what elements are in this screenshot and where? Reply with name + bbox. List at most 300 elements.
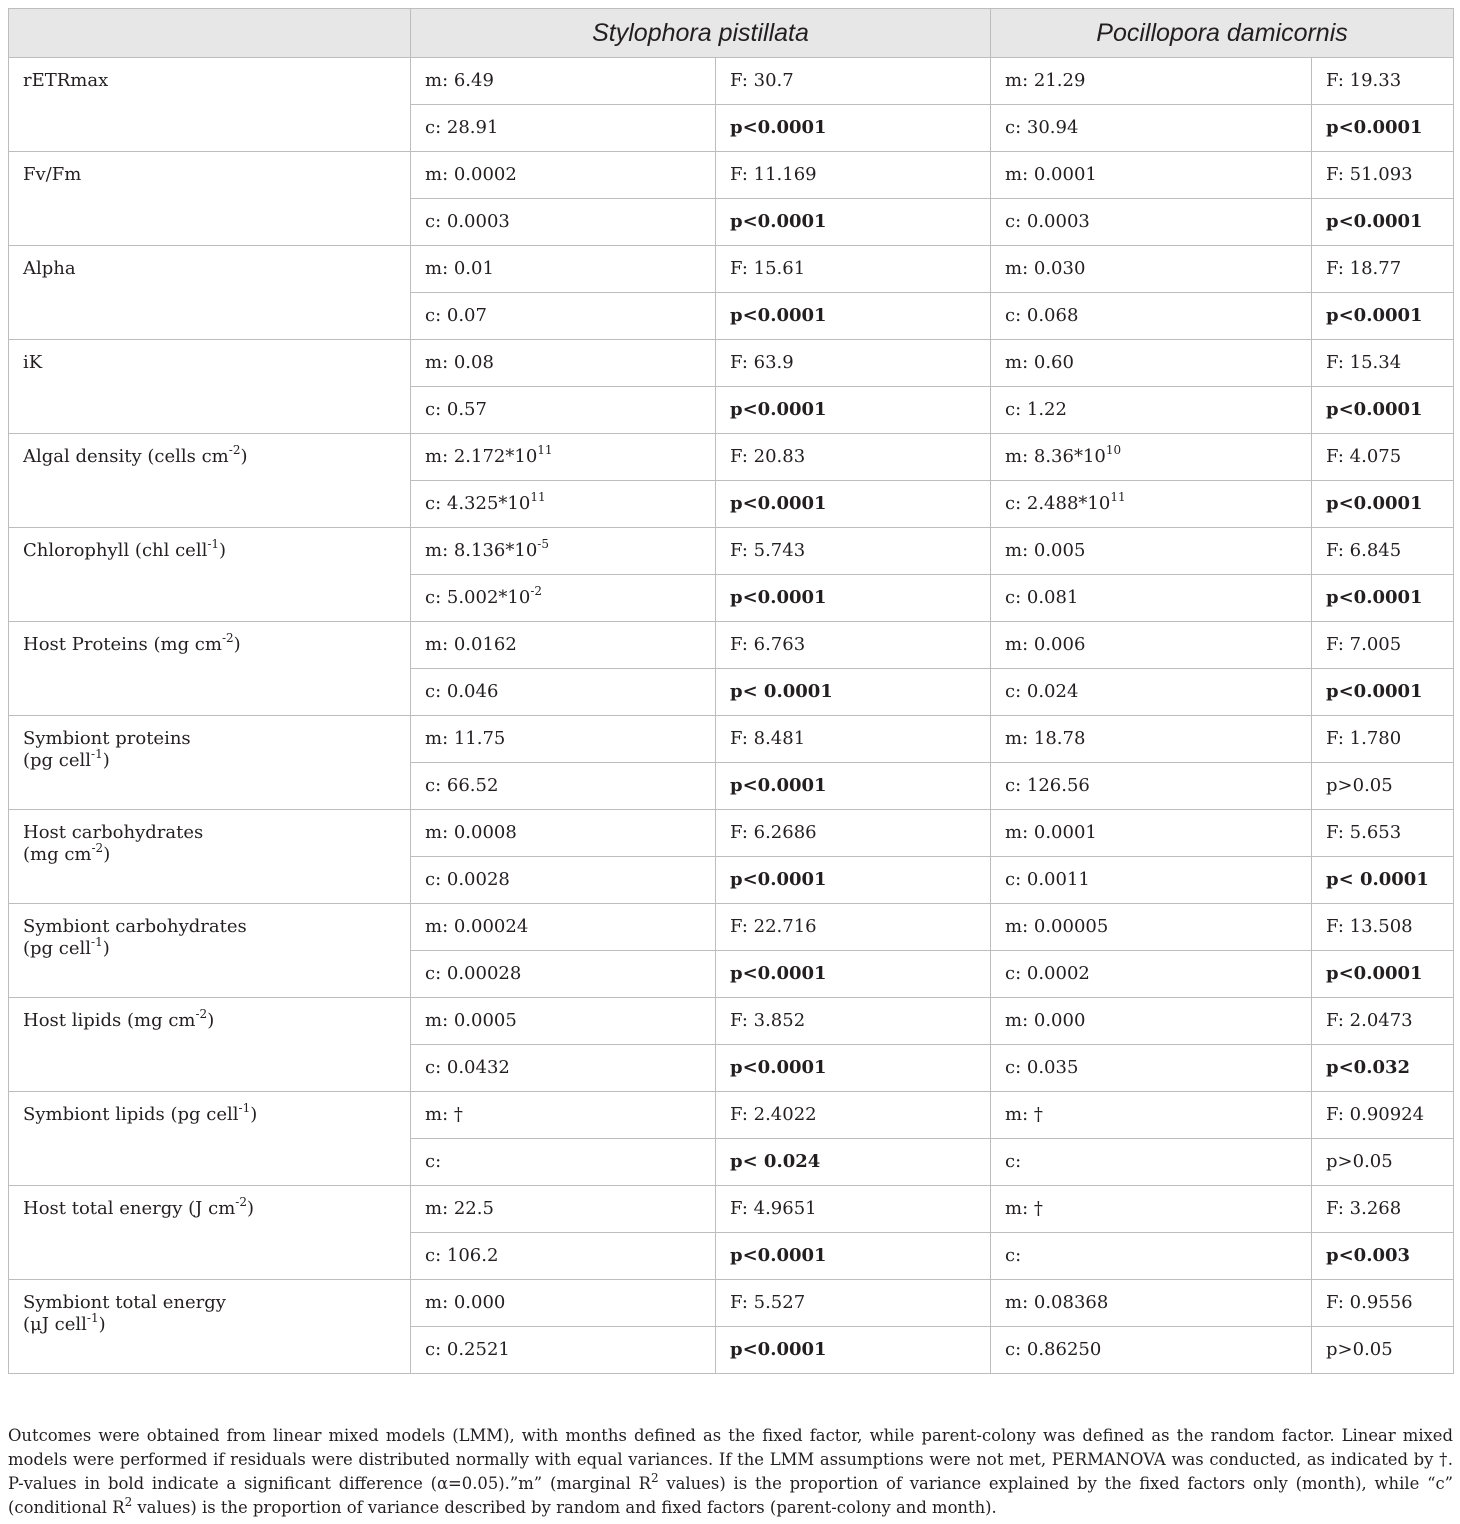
species1-marginal-cell bbox=[411, 58, 716, 105]
species1-f-cell bbox=[716, 1092, 991, 1139]
species1-f-cell-text: F: 6.2686 bbox=[730, 822, 817, 843]
variable-label bbox=[9, 434, 411, 528]
species1-f-cell-text: F: 15.61 bbox=[730, 258, 806, 279]
species2-marginal-cell-text: m: † bbox=[1005, 1198, 1043, 1219]
species1-marginal-cell-text: m: 0.0008 bbox=[425, 822, 517, 843]
species2-conditional-cell-text: c: 0.081 bbox=[1005, 587, 1079, 608]
variable-label-line2-sup: -1 bbox=[86, 1311, 99, 1325]
variable-label-text: Symbiont total energy bbox=[23, 1292, 226, 1313]
variable-label bbox=[9, 1186, 411, 1280]
species2-f-cell bbox=[1312, 1092, 1454, 1139]
species1-f-cell bbox=[716, 998, 991, 1045]
species2-f-cell-text: F: 51.093 bbox=[1326, 164, 1413, 185]
species2-conditional-cell bbox=[991, 1233, 1312, 1280]
variable-label-line2-suffix: ) bbox=[102, 938, 110, 959]
species1-f-cell bbox=[716, 716, 991, 763]
species2-marginal-cell bbox=[991, 58, 1312, 105]
species2-p-cell-text: p< 0.0001 bbox=[1326, 869, 1429, 890]
table-row-m bbox=[9, 1280, 1454, 1327]
species1-p-cell bbox=[716, 857, 991, 904]
species2-p-cell-text: p>0.05 bbox=[1326, 1339, 1393, 1360]
species2-p-cell-text: p<0.0001 bbox=[1326, 399, 1423, 420]
variable-label-line2-sup: -1 bbox=[91, 935, 103, 949]
species2-marginal-cell bbox=[991, 904, 1312, 951]
species2-conditional-cell bbox=[991, 763, 1312, 810]
variable-label-line2-sup: -1 bbox=[91, 747, 103, 761]
variable-label bbox=[9, 810, 411, 904]
species2-marginal-cell-text: m: 0.08368 bbox=[1005, 1292, 1109, 1313]
species2-p-cell bbox=[1312, 481, 1454, 528]
species1-marginal-cell bbox=[411, 1186, 716, 1233]
species1-marginal-cell bbox=[411, 1092, 716, 1139]
species2-marginal-cell bbox=[991, 528, 1312, 575]
species1-p-cell bbox=[716, 1233, 991, 1280]
species1-conditional-cell-text: c: 0.2521 bbox=[425, 1339, 510, 1360]
species1-marginal-cell-text: m: 2.172*10 bbox=[425, 446, 538, 467]
variable-label-text: Chlorophyll (chl cell bbox=[23, 540, 208, 561]
species1-f-cell bbox=[716, 152, 991, 199]
variable-label bbox=[9, 340, 411, 434]
species1-marginal-cell-text: m: 0.08 bbox=[425, 352, 494, 373]
variable-label-suffix: ) bbox=[240, 446, 248, 467]
species2-marginal-cell-text: m: 0.00005 bbox=[1005, 916, 1109, 937]
table-row-m bbox=[9, 998, 1454, 1045]
species2-conditional-cell bbox=[991, 1327, 1312, 1374]
species2-f-cell-text: F: 3.268 bbox=[1326, 1198, 1402, 1219]
species2-f-cell bbox=[1312, 1280, 1454, 1327]
variable-label-text: Symbiont carbohydrates bbox=[23, 916, 247, 937]
species2-marginal-cell-text: m: 0.005 bbox=[1005, 540, 1086, 561]
species2-conditional-cell bbox=[991, 1139, 1312, 1186]
species1-p-cell bbox=[716, 1139, 991, 1186]
species1-conditional-cell-text: c: 0.0028 bbox=[425, 869, 510, 890]
species1-f-cell-text: F: 11.169 bbox=[730, 164, 817, 185]
species1-marginal-cell bbox=[411, 622, 716, 669]
species2-p-cell bbox=[1312, 669, 1454, 716]
species2-p-cell bbox=[1312, 199, 1454, 246]
variable-label-sup: -2 bbox=[228, 443, 241, 457]
species1-p-cell-text: p<0.0001 bbox=[730, 587, 827, 608]
species1-conditional-cell bbox=[411, 1233, 716, 1280]
variable-label-line2: (μJ cell bbox=[23, 1314, 87, 1335]
species2-p-cell bbox=[1312, 1045, 1454, 1092]
species2-conditional-cell bbox=[991, 669, 1312, 716]
species1-conditional-cell bbox=[411, 293, 716, 340]
species2-f-cell-text: F: 13.508 bbox=[1326, 916, 1413, 937]
species2-f-cell bbox=[1312, 622, 1454, 669]
species2-marginal-cell bbox=[991, 1092, 1312, 1139]
species2-conditional-cell bbox=[991, 575, 1312, 622]
species1-p-cell bbox=[716, 1045, 991, 1092]
variable-label-text: Alpha bbox=[23, 258, 76, 279]
species1-conditional-cell bbox=[411, 1327, 716, 1374]
species2-marginal-cell bbox=[991, 340, 1312, 387]
variable-label bbox=[9, 716, 411, 810]
species1-marginal-cell-text: m: 22.5 bbox=[425, 1198, 494, 1219]
species1-conditional-cell bbox=[411, 857, 716, 904]
species1-marginal-cell-text: m: 11.75 bbox=[425, 728, 506, 749]
results-table bbox=[8, 8, 1454, 1374]
species2-f-cell bbox=[1312, 904, 1454, 951]
species2-conditional-cell bbox=[991, 1045, 1312, 1092]
species2-f-cell-text: F: 1.780 bbox=[1326, 728, 1402, 749]
species1-conditional-cell-text: c: bbox=[425, 1151, 442, 1172]
species2-p-cell bbox=[1312, 105, 1454, 152]
table-row-m bbox=[9, 810, 1454, 857]
species2-p-cell-text: p<0.003 bbox=[1326, 1245, 1411, 1266]
species1-conditional-cell bbox=[411, 387, 716, 434]
variable-label-line2-sup: -2 bbox=[91, 841, 104, 855]
variable-label-suffix: ) bbox=[233, 634, 241, 655]
species1-marginal-cell-text: m: 0.0005 bbox=[425, 1010, 517, 1031]
header-species-2: Pocillopora damicornis bbox=[991, 9, 1454, 58]
species1-marginal-cell bbox=[411, 810, 716, 857]
species2-f-cell-text: F: 4.075 bbox=[1326, 446, 1402, 467]
species1-conditional-cell-text: c: 0.046 bbox=[425, 681, 499, 702]
species1-p-cell bbox=[716, 575, 991, 622]
variable-label-text: Fv/Fm bbox=[23, 164, 82, 185]
species2-f-cell bbox=[1312, 246, 1454, 293]
header-empty-cell bbox=[9, 9, 411, 58]
species2-p-cell bbox=[1312, 293, 1454, 340]
species2-p-cell-text: p<0.0001 bbox=[1326, 681, 1423, 702]
species1-marginal-cell bbox=[411, 904, 716, 951]
species2-marginal-cell bbox=[991, 716, 1312, 763]
species1-f-cell bbox=[716, 1186, 991, 1233]
species2-marginal-cell-text: m: 21.29 bbox=[1005, 70, 1086, 91]
species1-p-cell-text: p<0.0001 bbox=[730, 1245, 827, 1266]
species1-f-cell-text: F: 2.4022 bbox=[730, 1104, 817, 1125]
species1-marginal-cell bbox=[411, 152, 716, 199]
species1-conditional-cell bbox=[411, 575, 716, 622]
species2-f-cell-text: F: 15.34 bbox=[1326, 352, 1402, 373]
species2-conditional-cell bbox=[991, 293, 1312, 340]
species2-marginal-cell-text: m: 0.0001 bbox=[1005, 822, 1097, 843]
variable-label-text: rETRmax bbox=[23, 70, 109, 91]
species2-marginal-cell-text: m: 0.0001 bbox=[1005, 164, 1097, 185]
species2-marginal-cell-text: m: 0.000 bbox=[1005, 1010, 1086, 1031]
species1-p-cell bbox=[716, 1327, 991, 1374]
footnote-part-2: values) is the proportion of variance explained by the fixed factors only (month), while “c” (conditional R bbox=[8, 1474, 1454, 1517]
variable-label-sup: -2 bbox=[195, 1007, 208, 1021]
species1-conditional-cell-text: c: 106.2 bbox=[425, 1245, 499, 1266]
species2-conditional-cell bbox=[991, 481, 1312, 528]
species2-marginal-cell bbox=[991, 998, 1312, 1045]
species2-f-cell-text: F: 19.33 bbox=[1326, 70, 1402, 91]
species1-marginal-cell-text: m: 6.49 bbox=[425, 70, 494, 91]
species1-f-cell-text: F: 5.527 bbox=[730, 1292, 806, 1313]
species2-conditional-cell-sup: 11 bbox=[1110, 490, 1126, 504]
species2-f-cell bbox=[1312, 810, 1454, 857]
species2-f-cell-text: F: 0.9556 bbox=[1326, 1292, 1413, 1313]
variable-label-line2-suffix: ) bbox=[102, 750, 110, 771]
species2-marginal-cell bbox=[991, 810, 1312, 857]
species2-marginal-cell-text: m: 18.78 bbox=[1005, 728, 1086, 749]
species1-f-cell-text: F: 22.716 bbox=[730, 916, 817, 937]
table-row-m bbox=[9, 1186, 1454, 1233]
species1-f-cell-text: F: 5.743 bbox=[730, 540, 806, 561]
species1-f-cell bbox=[716, 340, 991, 387]
species1-p-cell-text: p< 0.024 bbox=[730, 1151, 821, 1172]
species1-f-cell bbox=[716, 528, 991, 575]
species2-marginal-cell bbox=[991, 622, 1312, 669]
species1-conditional-cell-text: c: 0.57 bbox=[425, 399, 487, 420]
species2-p-cell-text: p<0.032 bbox=[1326, 1057, 1411, 1078]
species2-f-cell bbox=[1312, 716, 1454, 763]
footnote-part-3: values) is the proportion of variance described by random and fixed factors (parent-colony and month). bbox=[132, 1498, 997, 1517]
species1-conditional-cell-text: c: 28.91 bbox=[425, 117, 499, 138]
species2-conditional-cell bbox=[991, 105, 1312, 152]
species1-f-cell-text: F: 8.481 bbox=[730, 728, 806, 749]
species2-conditional-cell-text: c: 0.068 bbox=[1005, 305, 1079, 326]
species2-marginal-cell-text: m: 0.030 bbox=[1005, 258, 1086, 279]
table-row-m bbox=[9, 58, 1454, 105]
species1-marginal-cell-text: m: † bbox=[425, 1104, 463, 1125]
species2-p-cell-text: p<0.0001 bbox=[1326, 117, 1423, 138]
table-row-m bbox=[9, 528, 1454, 575]
species1-marginal-cell bbox=[411, 998, 716, 1045]
species1-conditional-cell-text: c: 0.0003 bbox=[425, 211, 510, 232]
species1-conditional-cell bbox=[411, 481, 716, 528]
species2-f-cell-text: F: 6.845 bbox=[1326, 540, 1402, 561]
species1-p-cell bbox=[716, 481, 991, 528]
species2-conditional-cell bbox=[991, 857, 1312, 904]
variable-label-suffix: ) bbox=[207, 1010, 215, 1031]
species1-p-cell-text: p<0.0001 bbox=[730, 1339, 827, 1360]
species1-conditional-cell bbox=[411, 763, 716, 810]
species2-p-cell bbox=[1312, 857, 1454, 904]
variable-label-sup: -1 bbox=[238, 1101, 251, 1115]
species1-conditional-cell-sup: -2 bbox=[530, 584, 543, 598]
species1-f-cell-text: F: 3.852 bbox=[730, 1010, 806, 1031]
species2-conditional-cell-text: c: 0.0003 bbox=[1005, 211, 1090, 232]
species2-p-cell-text: p>0.05 bbox=[1326, 1151, 1393, 1172]
table-row-m bbox=[9, 246, 1454, 293]
species2-p-cell-text: p<0.0001 bbox=[1326, 587, 1423, 608]
species2-f-cell-text: F: 7.005 bbox=[1326, 634, 1402, 655]
table-row-m bbox=[9, 152, 1454, 199]
species2-conditional-cell-text: c: 0.0002 bbox=[1005, 963, 1090, 984]
variable-label-text: Symbiont proteins bbox=[23, 728, 191, 749]
species2-f-cell bbox=[1312, 58, 1454, 105]
species2-marginal-cell bbox=[991, 1280, 1312, 1327]
variable-label-line2: (mg cm bbox=[23, 844, 92, 865]
species2-f-cell bbox=[1312, 434, 1454, 481]
species1-p-cell bbox=[716, 387, 991, 434]
species1-conditional-cell-text: c: 0.0432 bbox=[425, 1057, 510, 1078]
species2-p-cell bbox=[1312, 387, 1454, 434]
species1-p-cell bbox=[716, 763, 991, 810]
variable-label-text: Host lipids (mg cm bbox=[23, 1010, 196, 1031]
species1-marginal-cell bbox=[411, 528, 716, 575]
species2-f-cell bbox=[1312, 1186, 1454, 1233]
species2-p-cell bbox=[1312, 1139, 1454, 1186]
table-row-m bbox=[9, 434, 1454, 481]
variable-label-line2-suffix: ) bbox=[103, 844, 111, 865]
species2-conditional-cell-text: c: 30.94 bbox=[1005, 117, 1079, 138]
species1-marginal-cell-text: m: 0.0002 bbox=[425, 164, 517, 185]
species1-conditional-cell-text: c: 4.325*10 bbox=[425, 493, 531, 514]
species2-conditional-cell-text: c: 2.488*10 bbox=[1005, 493, 1111, 514]
variable-label-text: Host carbohydrates bbox=[23, 822, 204, 843]
species1-f-cell bbox=[716, 434, 991, 481]
species2-f-cell bbox=[1312, 528, 1454, 575]
species1-f-cell bbox=[716, 246, 991, 293]
variable-label bbox=[9, 58, 411, 152]
variable-label bbox=[9, 1280, 411, 1374]
table-row-m bbox=[9, 716, 1454, 763]
species1-f-cell bbox=[716, 810, 991, 857]
variable-label-sup: -2 bbox=[235, 1195, 247, 1209]
table-body bbox=[9, 58, 1454, 1374]
species1-conditional-cell-sup: 11 bbox=[530, 490, 546, 504]
species1-p-cell bbox=[716, 951, 991, 998]
variable-label-line2-suffix: ) bbox=[98, 1314, 106, 1335]
variable-label bbox=[9, 904, 411, 998]
species2-conditional-cell-text: c: bbox=[1005, 1151, 1022, 1172]
species1-f-cell-text: F: 6.763 bbox=[730, 634, 806, 655]
species1-p-cell bbox=[716, 105, 991, 152]
species2-p-cell-text: p>0.05 bbox=[1326, 775, 1393, 796]
species2-marginal-cell-text: m: 8.36*10 bbox=[1005, 446, 1106, 467]
variable-label bbox=[9, 246, 411, 340]
species1-p-cell-text: p<0.0001 bbox=[730, 869, 827, 890]
species2-p-cell bbox=[1312, 1233, 1454, 1280]
species2-p-cell-text: p<0.0001 bbox=[1326, 305, 1423, 326]
species1-marginal-cell-text: m: 0.0162 bbox=[425, 634, 517, 655]
header-species-1: Stylophora pistillata bbox=[411, 9, 991, 58]
species2-p-cell-text: p<0.0001 bbox=[1326, 963, 1423, 984]
species1-f-cell-text: F: 4.9651 bbox=[730, 1198, 817, 1219]
species1-f-cell bbox=[716, 904, 991, 951]
species2-p-cell-text: p<0.0001 bbox=[1326, 493, 1423, 514]
species1-conditional-cell bbox=[411, 951, 716, 998]
species2-f-cell-text: F: 5.653 bbox=[1326, 822, 1402, 843]
species1-conditional-cell bbox=[411, 669, 716, 716]
species1-f-cell bbox=[716, 1280, 991, 1327]
species1-f-cell-text: F: 30.7 bbox=[730, 70, 794, 91]
species1-p-cell-text: p<0.0001 bbox=[730, 399, 827, 420]
variable-label-text: Symbiont lipids (pg cell bbox=[23, 1104, 239, 1125]
species2-f-cell bbox=[1312, 998, 1454, 1045]
species2-marginal-cell-text: m: 0.006 bbox=[1005, 634, 1086, 655]
species1-f-cell bbox=[716, 58, 991, 105]
variable-label bbox=[9, 528, 411, 622]
species1-p-cell-text: p<0.0001 bbox=[730, 211, 827, 232]
species2-conditional-cell bbox=[991, 387, 1312, 434]
species2-marginal-cell-sup: 10 bbox=[1105, 443, 1122, 457]
species1-p-cell bbox=[716, 293, 991, 340]
footnote-part-1: Outcomes were obtained from linear mixed models (LMM), with months defined as the fixed factor, while parent-colony was defined as the random factor. Linear mixed models were performed if residuals were distributed normally with equal variances. If the LMM assumptions were not met, PERMANOVA was conducted, as indicated by †. P-values in bold indicate a significant difference (α=0.05).”m” (marginal R bbox=[8, 1426, 1453, 1493]
species2-f-cell-text: F: 2.0473 bbox=[1326, 1010, 1413, 1031]
variable-label bbox=[9, 998, 411, 1092]
variable-label-text: Host total energy (J cm bbox=[23, 1198, 236, 1219]
species1-p-cell-text: p< 0.0001 bbox=[730, 681, 833, 702]
species1-p-cell-text: p<0.0001 bbox=[730, 775, 827, 796]
variable-label bbox=[9, 1092, 411, 1186]
species2-f-cell bbox=[1312, 340, 1454, 387]
variable-label-suffix: ) bbox=[219, 540, 227, 561]
variable-label-sup: -2 bbox=[221, 631, 234, 645]
variable-label bbox=[9, 622, 411, 716]
species1-p-cell-text: p<0.0001 bbox=[730, 117, 827, 138]
species1-conditional-cell bbox=[411, 1139, 716, 1186]
species2-marginal-cell-text: m: 0.60 bbox=[1005, 352, 1074, 373]
table-footnote bbox=[8, 1424, 1453, 1520]
species2-conditional-cell-text: c: 1.22 bbox=[1005, 399, 1067, 420]
species1-f-cell-text: F: 20.83 bbox=[730, 446, 806, 467]
species1-p-cell bbox=[716, 199, 991, 246]
species1-conditional-cell bbox=[411, 199, 716, 246]
species1-marginal-cell-text: m: 8.136*10 bbox=[425, 540, 538, 561]
species1-conditional-cell bbox=[411, 105, 716, 152]
species1-p-cell bbox=[716, 669, 991, 716]
table-row-m bbox=[9, 622, 1454, 669]
species2-p-cell bbox=[1312, 575, 1454, 622]
species2-p-cell-text: p<0.0001 bbox=[1326, 211, 1423, 232]
variable-label bbox=[9, 152, 411, 246]
species1-p-cell-text: p<0.0001 bbox=[730, 1057, 827, 1078]
species1-marginal-cell bbox=[411, 1280, 716, 1327]
species1-marginal-cell bbox=[411, 340, 716, 387]
species2-conditional-cell-text: c: 0.024 bbox=[1005, 681, 1079, 702]
variable-label-line2: (pg cell bbox=[23, 938, 92, 959]
variable-label-suffix: ) bbox=[250, 1104, 258, 1125]
species2-marginal-cell bbox=[991, 434, 1312, 481]
species2-f-cell-text: F: 18.77 bbox=[1326, 258, 1402, 279]
table-header-row bbox=[9, 9, 1454, 58]
species1-marginal-cell-sup: -5 bbox=[537, 537, 549, 551]
species1-marginal-cell-text: m: 0.01 bbox=[425, 258, 494, 279]
species2-p-cell bbox=[1312, 763, 1454, 810]
footnote-sup-2: 2 bbox=[124, 1494, 133, 1509]
variable-label-text: Host Proteins (mg cm bbox=[23, 634, 222, 655]
species2-marginal-cell bbox=[991, 1186, 1312, 1233]
species1-marginal-cell-text: m: 0.000 bbox=[425, 1292, 506, 1313]
species2-conditional-cell-text: c: 0.86250 bbox=[1005, 1339, 1102, 1360]
species1-marginal-cell bbox=[411, 434, 716, 481]
table-row-m bbox=[9, 1092, 1454, 1139]
variable-label-line2: (pg cell bbox=[23, 750, 92, 771]
species1-f-cell-text: F: 63.9 bbox=[730, 352, 794, 373]
species1-conditional-cell-text: c: 0.07 bbox=[425, 305, 487, 326]
species1-p-cell-text: p<0.0001 bbox=[730, 493, 827, 514]
species2-conditional-cell-text: c: bbox=[1005, 1245, 1022, 1266]
species2-p-cell bbox=[1312, 951, 1454, 998]
species1-conditional-cell bbox=[411, 1045, 716, 1092]
species2-conditional-cell-text: c: 0.035 bbox=[1005, 1057, 1079, 1078]
species2-marginal-cell bbox=[991, 152, 1312, 199]
species1-marginal-cell-text: m: 0.00024 bbox=[425, 916, 529, 937]
species1-p-cell-text: p<0.0001 bbox=[730, 963, 827, 984]
species2-f-cell bbox=[1312, 152, 1454, 199]
species2-conditional-cell bbox=[991, 199, 1312, 246]
species2-conditional-cell bbox=[991, 951, 1312, 998]
species2-f-cell-text: F: 0.90924 bbox=[1326, 1104, 1425, 1125]
footnote-sup-1: 2 bbox=[650, 1470, 659, 1485]
species2-conditional-cell-text: c: 126.56 bbox=[1005, 775, 1090, 796]
table-row-m bbox=[9, 340, 1454, 387]
species2-marginal-cell bbox=[991, 246, 1312, 293]
species1-marginal-cell bbox=[411, 246, 716, 293]
species1-conditional-cell-text: c: 0.00028 bbox=[425, 963, 522, 984]
table-row-m bbox=[9, 904, 1454, 951]
species1-marginal-cell-sup: 11 bbox=[537, 443, 553, 457]
species1-p-cell-text: p<0.0001 bbox=[730, 305, 827, 326]
species2-marginal-cell-text: m: † bbox=[1005, 1104, 1043, 1125]
species1-conditional-cell-text: c: 66.52 bbox=[425, 775, 499, 796]
species1-f-cell bbox=[716, 622, 991, 669]
